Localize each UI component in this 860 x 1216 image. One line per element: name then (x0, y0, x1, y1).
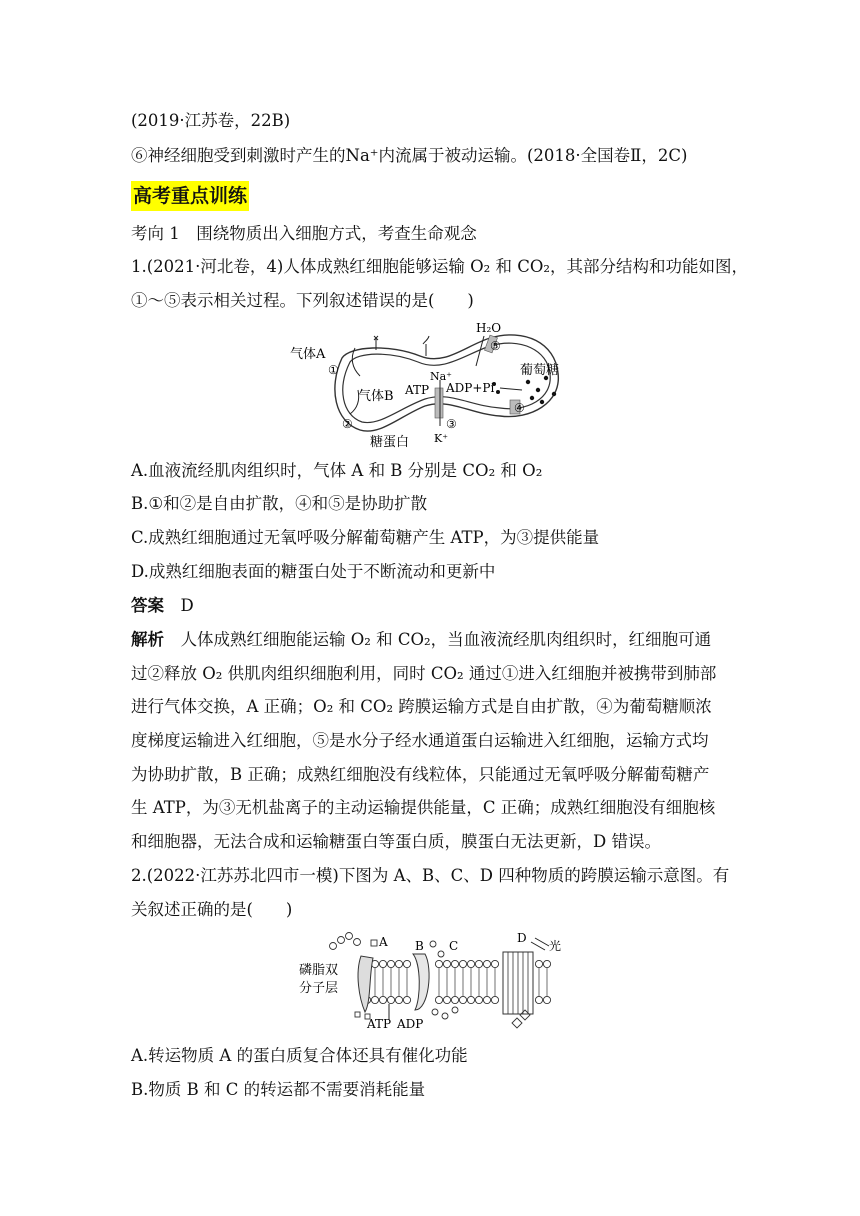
label-light: 光 (549, 939, 562, 953)
label-adp: ADP (397, 1017, 424, 1031)
label-bilayer-2: 分子层 (299, 981, 339, 996)
option-d: D.成熟红细胞表面的糖蛋白处于不断流动和更新中 (131, 562, 496, 581)
explanation-text: 进行气体交换，A 正确；O₂ 和 CO₂ 跨膜运输方式是自由扩散，④为葡萄糖顺浓 (131, 697, 712, 716)
option-c: C.成熟红细胞通过无氧呼吸分解葡萄糖产生 ATP，为③提供能量 (131, 528, 600, 547)
section-heading: 高考重点训练 (131, 181, 249, 211)
label-substance-b: B (415, 939, 424, 953)
label-k-ion: K⁺ (434, 432, 449, 445)
explanation-text: 人体成熟红细胞能运输 O₂ 和 CO₂，当血液流经肌肉组织时，红细胞可通 (180, 630, 712, 649)
question-2-stem: 2.(2022·江苏苏北四市一模)下图为 A、B、C、D 四种物质的跨膜运输示意图。有 (131, 866, 730, 885)
label-atp: ATP (405, 383, 430, 397)
label-gas-b: 气体B (358, 389, 394, 404)
explanation-line (131, 630, 711, 650)
label-process-3: ③ (446, 417, 457, 431)
text-line: (2019·江苏卷，22B) (131, 111, 291, 130)
option-b: B.①和②是自由扩散，④和⑤是协助扩散 (131, 494, 428, 513)
text-line: 考向 1 围绕物质出入细胞方式，考查生命观念 (131, 224, 477, 243)
explanation-label: 解析 (131, 630, 164, 649)
membrane-transport-figure (295, 928, 575, 1033)
option-a: A.血液流经肌肉组织时，气体 A 和 B 分别是 CO₂ 和 O₂ (131, 461, 543, 480)
red-blood-cell-figure (280, 318, 580, 453)
label-process-4: ④ (514, 401, 525, 415)
answer-line (131, 596, 194, 616)
label-bilayer-1: 磷脂双 (299, 963, 339, 978)
label-water: H₂O (476, 321, 502, 335)
label-atp: ATP (367, 1017, 392, 1031)
label-process-2: ② (342, 417, 353, 431)
q2-option-b: B.物质 B 和 C 的转运都不需要消耗能量 (131, 1080, 426, 1099)
label-substance-a: A (379, 935, 388, 949)
question-1-stem: 1.(2021·河北卷，4)人体成熟红细胞能够运输 O₂ 和 CO₂，其部分结构和功能如图， (131, 257, 748, 276)
label-glucose: 葡萄糖 (520, 363, 560, 378)
label-substance-c: C (449, 939, 459, 953)
question-2-stem-cont: 关叙述正确的是( ) (131, 900, 293, 919)
label-process-5: ⑤ (490, 339, 501, 353)
explanation-text: 和细胞器，无法合成和运输糖蛋白等蛋白质，膜蛋白无法更新，D 错误。 (131, 832, 661, 851)
label-substance-d: D (517, 931, 527, 945)
label-process-1: ① (328, 363, 339, 377)
q2-option-a: A.转运物质 A 的蛋白质复合体还具有催化功能 (131, 1046, 468, 1065)
explanation-text: 生 ATP，为③无机盐离子的主动运输提供能量，C 正确；成熟红细胞没有细胞核 (131, 798, 716, 817)
question-1-stem-cont: ①～⑤表示相关过程。下列叙述错误的是( ) (131, 291, 474, 310)
label-gas-a: 气体A (290, 347, 326, 362)
explanation-text: 度梯度运输进入红细胞，⑤是水分子经水通道蛋白运输进入红细胞，运输方式均 (131, 731, 709, 750)
label-na-ion: Na⁺ (430, 370, 452, 383)
text-line: ⑥神经细胞受到刺激时产生的Na⁺内流属于被动运输。(2018·全国卷Ⅱ，2C) (131, 146, 688, 165)
explanation-text: 为协助扩散，B 正确；成熟红细胞没有线粒体，只能通过无氧呼吸分解葡萄糖产 (131, 765, 710, 784)
answer-label: 答案 (131, 596, 164, 615)
label-glycoprotein: 糖蛋白 (370, 435, 410, 450)
answer-value: D (180, 596, 194, 615)
label-adp-pi: ADP+Pi (446, 381, 495, 395)
explanation-text: 过②释放 O₂ 供肌肉组织细胞利用，同时 CO₂ 通过①进入红细胞并被携带到肺部 (131, 664, 717, 683)
